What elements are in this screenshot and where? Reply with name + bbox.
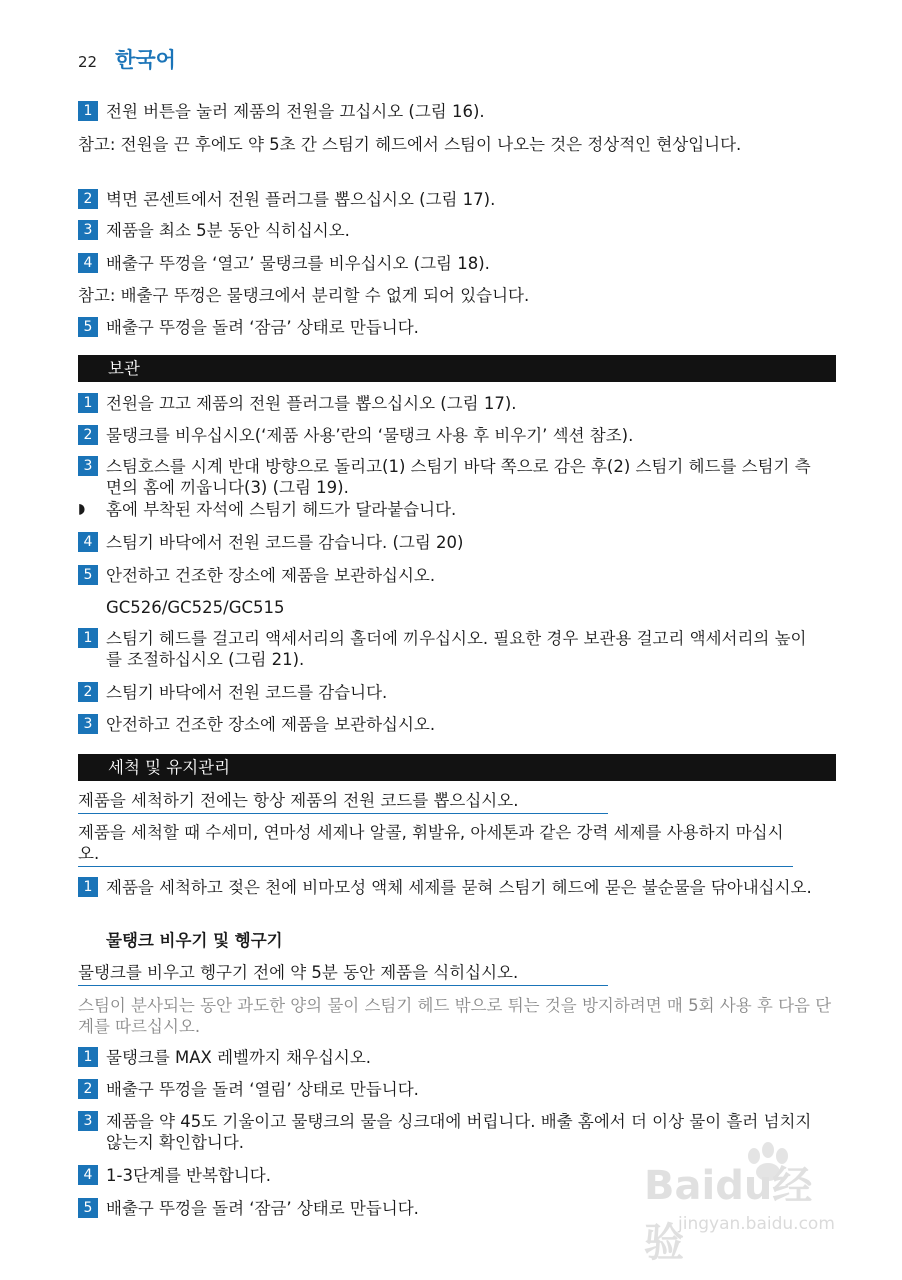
step-number: 1 — [78, 1047, 98, 1067]
step-number: 1 — [78, 393, 98, 413]
note-1: 참고: 전원을 끈 후에도 약 5초 간 스팀기 헤드에서 스팀이 나오는 것은 정상적인 현상입니다. — [78, 135, 742, 154]
step-number: 2 — [78, 1079, 98, 1099]
baidu-watermark — [644, 1148, 844, 1266]
step-number: 2 — [78, 682, 98, 702]
step-text: 배출구 뚜껑을 돌려 ‘잠금’ 상태로 만듭니다. — [106, 318, 419, 337]
storage-bullet — [78, 499, 838, 520]
cleaning-step-1 — [78, 877, 838, 898]
step-text: 전원 버튼을 눌러 제품의 전원을 끄십시오 (그림 16). — [106, 102, 485, 121]
step-text: 벽면 콘센트에서 전원 플러그를 뽑으십시오 (그림 17). — [106, 190, 496, 209]
step-3 — [78, 220, 838, 241]
step-number: 3 — [78, 220, 98, 240]
step-number: 5 — [78, 317, 98, 337]
step-text: 스팀기 바닥에서 전원 코드를 감습니다. (그림 20) — [106, 533, 464, 552]
step-number: 4 — [78, 253, 98, 273]
page-number: 22 — [78, 53, 98, 71]
step-4 — [78, 253, 838, 274]
section-title-cleaning: 세척 및 유지관리 — [78, 754, 836, 781]
step-5 — [78, 317, 838, 338]
step-number: 2 — [78, 425, 98, 445]
bullet-mark-icon: ◗ — [78, 501, 86, 517]
step-number: 5 — [78, 565, 98, 585]
rinse-step-1 — [78, 1047, 838, 1068]
step-number: 3 — [78, 1111, 98, 1131]
step-text: 전원을 끄고 제품의 전원 플러그를 뽑으십시오 (그림 17). — [106, 394, 517, 413]
step-text: 물탱크를 비우십시오(‘제품 사용’란의 ‘물탱크 사용 후 비우기’ 섹션 참조). — [106, 426, 634, 445]
rinse-step-2 — [78, 1079, 838, 1100]
language-label: 한국어 — [115, 48, 176, 72]
model-heading: GC526/GC525/GC515 — [106, 598, 285, 617]
step-number: 2 — [78, 189, 98, 209]
step-text: 스팀기 바닥에서 전원 코드를 감습니다. — [106, 683, 388, 702]
warning-detergent: 제품을 세척할 때 수세미, 연마성 세제나 알콜, 휘발유, 아세톤과 같은 강력 세제를 사용하지 마십시오. — [78, 822, 793, 867]
step-text: 배출구 뚜껑을 ‘열고’ 물탱크를 비우십시오 (그림 18). — [106, 254, 490, 273]
storage-step-4 — [78, 532, 838, 553]
section-title-storage: 보관 — [78, 355, 836, 382]
subheading-empty-rinse: 물탱크 비우기 및 헹구기 — [106, 931, 283, 950]
step-text: 1-3단계를 반복합니다. — [106, 1166, 271, 1185]
storage-step-2 — [78, 425, 838, 446]
step-text: 제품을 세척하고 젖은 천에 비마모성 액체 세제를 묻혀 스팀기 헤드에 묻은 불순물을 닦아내십시오. — [106, 878, 812, 897]
model-step-3 — [78, 714, 838, 735]
step-number: 4 — [78, 1165, 98, 1185]
watermark-brand: Baidu经验 — [644, 1163, 813, 1266]
step-number: 3 — [78, 456, 98, 476]
storage-step-5 — [78, 565, 838, 586]
step-number: 1 — [78, 877, 98, 897]
storage-step-1 — [78, 393, 838, 414]
step-text: 안전하고 건조한 장소에 제품을 보관하십시오. — [106, 715, 436, 734]
note-2: 참고: 배출구 뚜껑은 물탱크에서 분리할 수 없게 되어 있습니다. — [78, 286, 530, 305]
step-text: 제품을 약 45도 기울이고 물탱크의 물을 싱크대에 버립니다. 배출 홈에서 더 이상 물이 흘러 넘치지 않는지 확인합니다. — [106, 1112, 812, 1152]
step-text: 배출구 뚜껑을 돌려 ‘잠금’ 상태로 만듭니다. — [106, 1199, 419, 1218]
step-number: 5 — [78, 1198, 98, 1218]
step-text: 스팀기 헤드를 걸고리 액세서리의 홀더에 끼우십시오. 필요한 경우 보관용 걸고리 액세서리의 높이를 조절하십시오 (그림 21). — [106, 629, 807, 669]
step-text: 물탱크를 MAX 레벨까지 채우십시오. — [106, 1048, 372, 1067]
step-number: 4 — [78, 532, 98, 552]
step-text: 제품을 최소 5분 동안 식히십시오. — [106, 221, 350, 240]
step-number: 3 — [78, 714, 98, 734]
page-header — [78, 44, 176, 74]
info-note: 스팀이 분사되는 동안 과도한 양의 물이 스팀기 헤드 밖으로 튀는 것을 방지하려면 매 5회 사용 후 다음 단계를 따르십시오. — [78, 996, 832, 1036]
step-number: 1 — [78, 101, 98, 121]
step-number: 1 — [78, 628, 98, 648]
warning-cool-down: 물탱크를 비우고 헹구기 전에 약 5분 동안 제품을 식히십시오. — [78, 962, 608, 986]
step-2 — [78, 189, 838, 210]
warning-unplug: 제품을 세척하기 전에는 항상 제품의 전원 코드를 뽑으십시오. — [78, 790, 608, 814]
model-step-1 — [78, 628, 813, 670]
storage-step-3 — [78, 456, 813, 498]
watermark-url: jingyan.baidu.com — [678, 1214, 835, 1234]
step-1 — [78, 101, 838, 122]
bullet-text: 홈에 부착된 자석에 스팀기 헤드가 달라붙습니다. — [106, 500, 457, 519]
step-text: 스팀호스를 시계 반대 방향으로 돌리고(1) 스팀기 바닥 쪽으로 감은 후(2) 스팀기 헤드를 스팀기 측면의 홈에 끼웁니다(3) (그림 19). — [106, 457, 811, 497]
rinse-step-3 — [78, 1111, 813, 1153]
step-text: 배출구 뚜껑을 돌려 ‘열림’ 상태로 만듭니다. — [106, 1080, 419, 1099]
step-text: 안전하고 건조한 장소에 제품을 보관하십시오. — [106, 566, 436, 585]
model-step-2 — [78, 682, 838, 703]
